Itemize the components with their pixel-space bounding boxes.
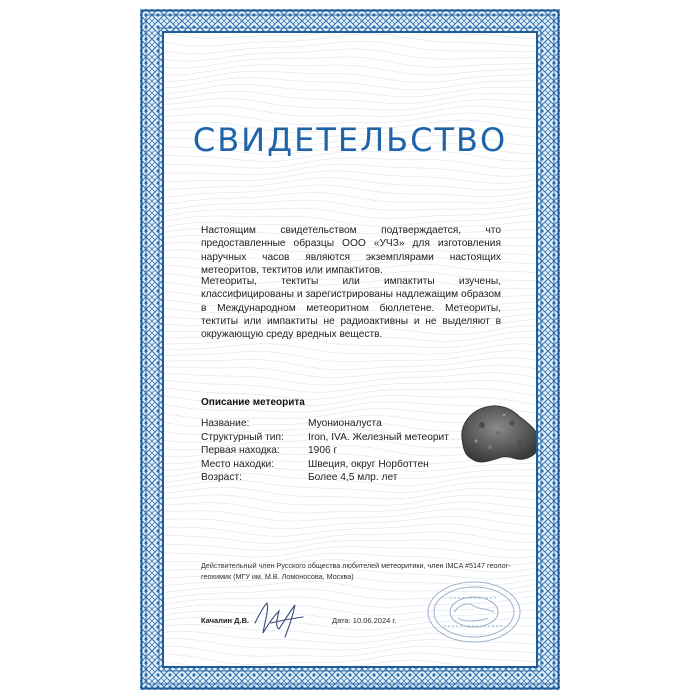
row-value: Швеция, округ Норботтен — [308, 458, 429, 470]
certificate-paper — [164, 33, 536, 666]
description-row-name — [201, 418, 451, 432]
row-value: Более 4,5 млр. лет — [308, 472, 398, 483]
description-row-age — [201, 472, 451, 486]
row-label: Место находки: — [201, 458, 275, 470]
row-label: Первая находка: — [201, 445, 280, 456]
row-value: Iron, IVA. Железный метеорит — [308, 431, 449, 443]
classification-paragraph: Метеориты, тектиты или импактиты изучены, классифицированы и зарегистрированы надлежащим образом в Международном метеоритном бюллетене. Метеориты, тектиты или импактиты не радиоактивны и не выделяют в окружающую среду вредных веществ. — [201, 276, 501, 341]
confirmation-paragraph: Настоящим свидетельством подтверждается, что предоставленные образцы ООО «УЧЗ» для изготовления наручных часов являются экземплярами настоящих метеоритов, тектитов или импактитов. — [201, 225, 501, 276]
description-row-location — [201, 459, 451, 473]
certificate-title: СВИДЕТЕЛЬСТВО — [192, 121, 508, 159]
row-label: Структурный тип: — [201, 431, 284, 443]
row-label: Название: — [201, 418, 250, 429]
row-value: 1906 г — [308, 445, 338, 456]
description-row-type — [201, 432, 451, 446]
certificate — [140, 9, 560, 690]
row-value: Муонионалуста — [308, 418, 382, 429]
description-row-first-find — [201, 445, 451, 459]
signature-icon — [249, 593, 309, 643]
meteorite-image — [454, 399, 536, 469]
author-credentials: Действительный член Русского общества любителей метеоритики, член IMCA #5147 геолог-геохимик (МГУ им. М.В. Ломоносова, Москва) — [201, 561, 511, 581]
signer-name: Качалин Д.В. — [201, 616, 250, 625]
row-label: Возраст: — [201, 472, 242, 483]
stamp-icon — [424, 578, 524, 646]
description-table — [201, 418, 451, 486]
issue-date: Дата: 10.06.2024 г. — [332, 616, 397, 625]
description-heading: Описание метеорита — [201, 397, 305, 408]
